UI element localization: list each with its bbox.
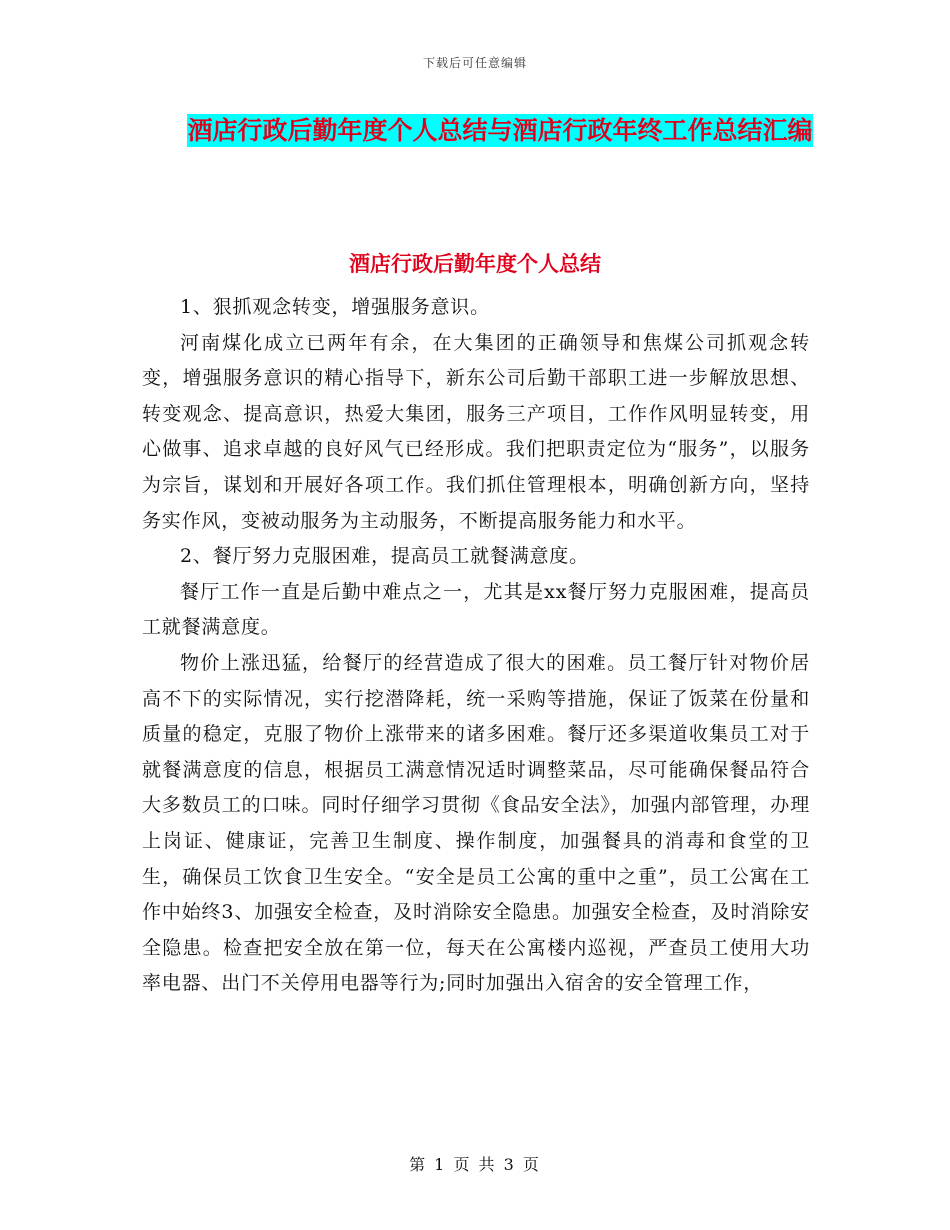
document-title-text: 酒店行政后勤年度个人总结与酒店行政年终工作总结汇编	[187, 116, 813, 145]
header-note: 下载后可任意编辑	[422, 56, 527, 70]
section-title: 酒店行政后勤年度个人总结	[349, 251, 601, 276]
paragraph: 1、狠抓观念转变，增强服务意识。	[180, 296, 490, 318]
body-text	[142, 290, 810, 1002]
page-footer: 第 1 页 共 3 页	[409, 1155, 541, 1174]
paragraph: 2、餐厅努力克服困难，提高员工就餐满意度。	[180, 545, 589, 568]
paragraph: 餐厅工作一直是后勤中难点之一，尤其是xx餐厅努力克服困难，提高员工就餐满意度。	[142, 580, 810, 639]
paragraph: 物价上涨迅猛，给餐厅的经营造成了很大的困难。员工餐厅针对物价居高不下的实际情况，实行挖潜降耗，统一采购等措施，保证了饭菜在份量和质量的稳定，克服了物价上涨带来的诸多困难。餐厅还多渠道收集员工对于就餐满意度的信息，根据员工满意情况适时调整菜品，尽可能确保餐品符合大多数员工的口味。同时仔细学习贯彻《食品安全法》，加强内部管理，办理上岗证、健康证，完善卫生制度、操作制度，加强餐具的消毒和食堂的卫生，确保员工饮食卫生安全。“安全是员工公寓的重中之重”，员工公寓在工作中始终3、加强安全检查，及时消除安全隐患。加强安全检查，及时消除安全隐患。检查把安全放在第一位，每天在公寓楼内巡视，严查员工使用大功率电器、出门不关停用电器等行为;同时加强出入宿舍的安全管理工作，	[142, 651, 810, 995]
document-title	[140, 110, 860, 152]
paragraph: 河南煤化成立已两年有余，在大集团的正确领导和焦煤公司抓观念转变，增强服务意识的精心指导下，新东公司后勤干部职工进一步解放思想、转变观念、提高意识，热爱大集团，服务三产项目，工作作风明显转变，用心做事、追求卓越的良好风气已经形成。我们把职责定位为“服务”，以服务为宗旨，谋划和开展好各项工作。我们抓住管理根本，明确创新方向，坚持务实作风，变被动服务为主动服务，不断提高服务能力和水平。	[142, 331, 810, 532]
